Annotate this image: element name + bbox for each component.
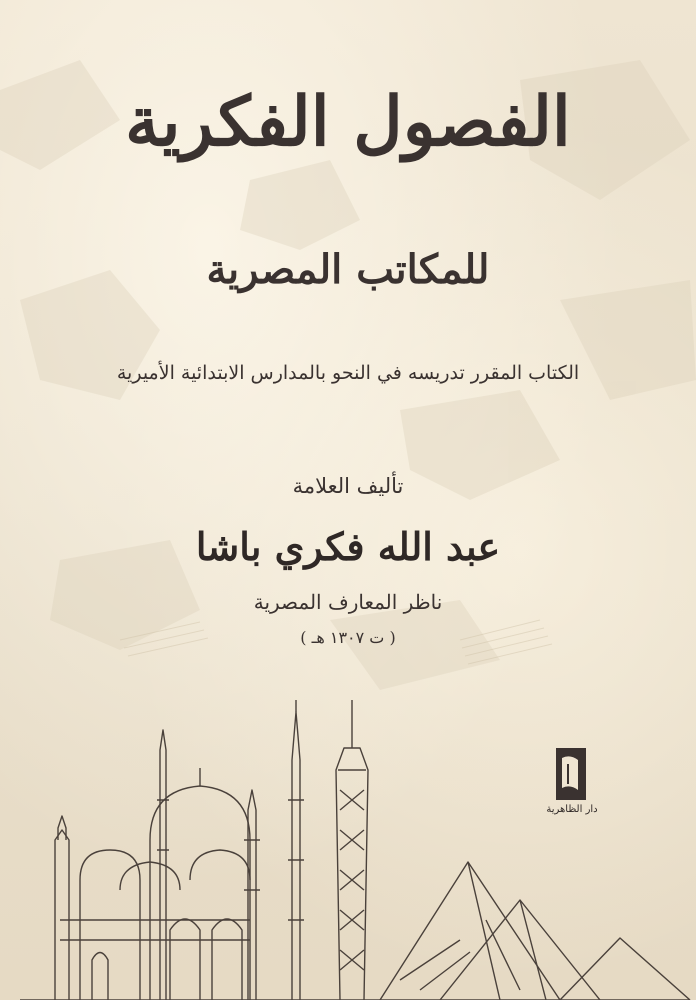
cairo-tower-illustration bbox=[336, 700, 368, 1000]
death-date: ( ت ١٣٠٧ هـ ) bbox=[300, 628, 396, 647]
publisher-name: دار الظاهرية bbox=[546, 804, 598, 815]
pyramids-illustration bbox=[380, 862, 690, 1000]
book-title: الفصول الفكرية bbox=[125, 82, 571, 162]
mosque-illustration bbox=[55, 700, 304, 1000]
cairo-skyline-illustration bbox=[0, 690, 696, 1000]
author-prefix: تأليف العلامة bbox=[292, 474, 404, 498]
book-description: الكتاب المقرر تدريسه في النحو بالمدارس الابتدائية الأميرية bbox=[116, 362, 580, 384]
book-subtitle: للمكاتب المصرية bbox=[206, 246, 490, 293]
author-title: ناظر المعارف المصرية bbox=[253, 590, 443, 614]
author-name: عبد الله فكري باشا bbox=[195, 524, 501, 569]
